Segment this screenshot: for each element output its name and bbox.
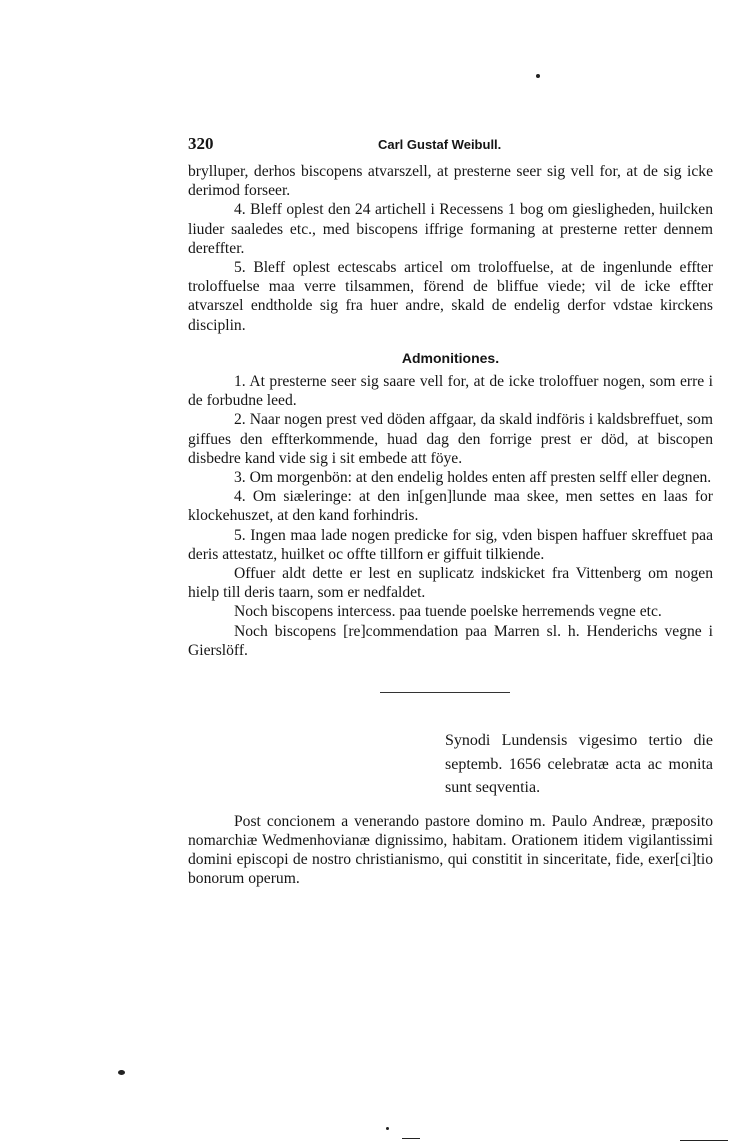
scan-speck (680, 1140, 728, 1141)
section-divider (380, 692, 510, 693)
admonition-4: 4. Om siæleringe: at den in[gen]lunde maa skee, men settes en laas for klockehuszet, at den kand forhindris. (188, 488, 713, 525)
admonition-2: 2. Naar nogen prest ved döden affgaar, da skald indföris i kaldsbreffuet, som giffues den effterkommende, huad dag den forrige prest er död, at biscopen disbedre kand vide sig i sit embede att föye. (188, 411, 713, 467)
page-number: 320 (188, 134, 214, 153)
note-intercess: Noch biscopens intercess. paa tuende poelske herremends vegne etc. (234, 603, 662, 621)
scan-speck (118, 1070, 125, 1075)
paragraph-item-4: 4. Bleff oplest den 24 artichell i Recessens 1 bog om giesligheden, huilcken liuder saaledes etc., med biscopens iffrige formaning at presterne retter dennem dereffter. (188, 201, 713, 257)
paragraph-continuation: brylluper, derhos biscopens atvarszell, at presterne seer sig vell for, at de sig icke derimod forseer. (188, 163, 713, 200)
synod-title: Synodi Lundensis vigesimo tertio die septemb. 1656 celebratæ acta ac monita sunt seqventia. (445, 732, 713, 797)
scan-speck (386, 1127, 389, 1130)
scan-speck (536, 74, 540, 78)
scan-speck (402, 1138, 420, 1139)
admonition-1: 1. At presterne seer sig saare vell for, at de icke troloffuer nogen, som erre i de forbudne leed. (188, 373, 713, 410)
body-text (188, 162, 713, 660)
latin-paragraph: Post concionem a venerando pastore domino m. Paulo Andreæ, præposito nomarchiæ Wedmenhovianæ dignissimo, habitam. Orationem itidem vigilantissimi domini episcopi de nostro christianismo, qui constitit in sinceritate, fide, exer[ci]tio bonorum operum. (188, 812, 713, 888)
paragraph-item-5: 5. Bleff oplest ectescabs articel om troloffuelse, at de ingenlunde effter troloffuelse maa verre tilsammen, förend de bliffue viede; vil de icke effter atvarszel endtholde sig fra huer andre, skald de endelig derfor vdstae kirckens disciplin. (188, 259, 713, 334)
note-recommendation: Noch biscopens [re]commendation paa Marren sl. h. Henderichs vegne i Gierslöff. (188, 622, 713, 659)
section-heading: Admonitiones. (401, 349, 500, 366)
document-page (188, 134, 713, 888)
latin-body (188, 812, 713, 889)
admonition-5: 5. Ingen maa lade nogen predicke for sig, vden bispen haffuer skreffuet paa deris attestatz, huilket oc offte tillforn er giffuit tilkiende. (188, 526, 713, 563)
page-header (188, 134, 713, 156)
admonition-3: 3. Om morgenbön: at den endelig holdes enten aff presten selff eller degnen. (234, 469, 712, 487)
note-suplicatz: Offuer aldt dette er lest en suplicatz indskicket fra Vittenberg om nogen hielp till deris taarn, som er nedfaldet. (188, 565, 713, 602)
running-head: Carl Gustaf Weibull. (378, 137, 502, 152)
